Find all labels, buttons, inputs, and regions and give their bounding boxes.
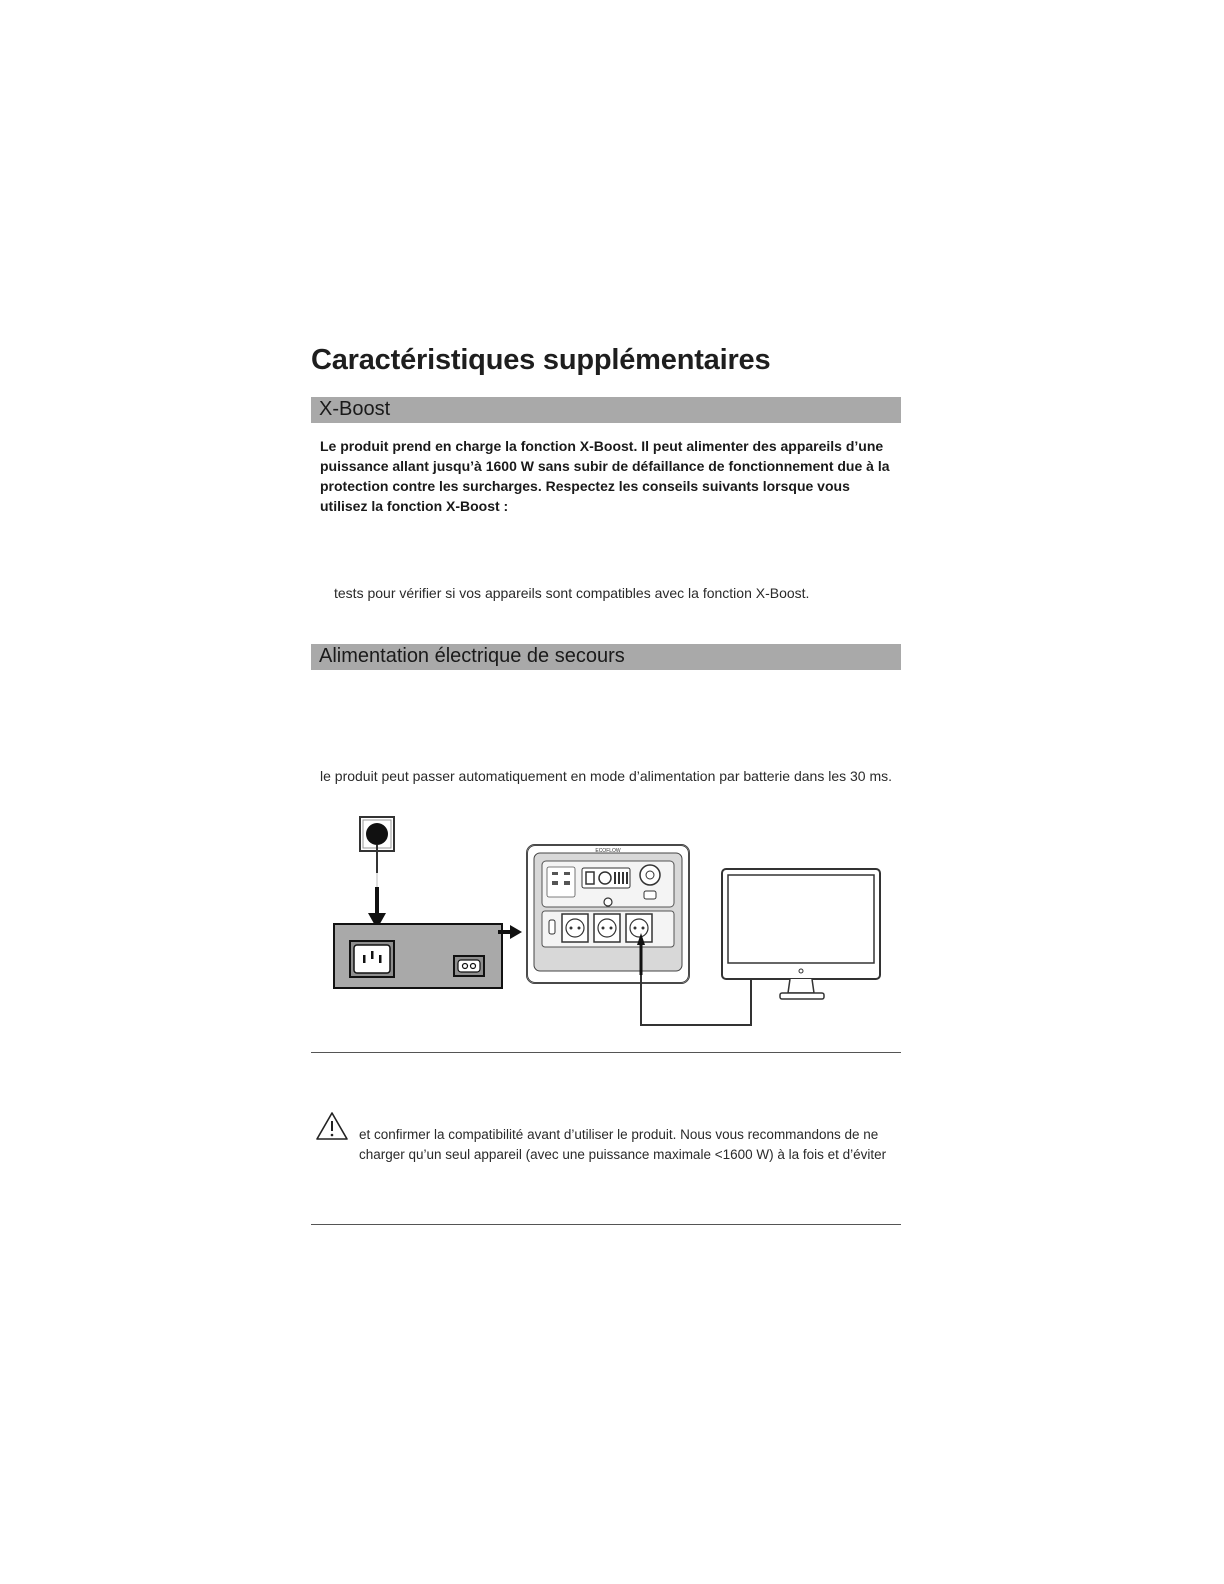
- warning-line-2: charger qu’un seul appareil (avec une puissance maximale <1600 W) à la fois et d’éviter: [359, 1147, 887, 1162]
- warning-triangle-icon: [315, 1111, 349, 1141]
- divider-bottom: [311, 1224, 901, 1225]
- arrow-down-icon: [368, 887, 386, 929]
- section-heading-backup: Alimentation électrique de secours: [319, 645, 625, 667]
- backup-line: le produit peut passer automatiquement en mode d’alimentation par batterie dans les 30 ms.: [320, 768, 893, 784]
- divider-top: [311, 1052, 901, 1053]
- section-heading-xboost: X-Boost: [319, 398, 391, 420]
- section-header-xboost: [311, 397, 901, 423]
- ac-outlet-icon: [562, 914, 588, 942]
- ac-outlet-icon: [626, 914, 652, 942]
- brand-label: ECOFLOW: [595, 848, 621, 854]
- backup-diagram: [320, 805, 910, 1040]
- ac-outlet-icon: [594, 914, 620, 942]
- monitor-icon: [722, 869, 880, 999]
- xboost-tip-line: tests pour vérifier si vos appareils sont compatibles avec la fonction X-Boost.: [334, 585, 810, 601]
- power-station-icon: [527, 845, 689, 983]
- warning-line-1: et confirmer la compatibilité avant d’utiliser le produit. Nous vous recommandons de ne: [359, 1127, 879, 1142]
- xboost-intro: Le produit prend en charge la fonction X-Boost. Il peut alimenter des appareils d’une puissance allant jusqu’à 1600 W sans subir de défaillance de fonctionnement due à la protection contre les surcharges. Respectez les conseils suivants lorsque vous utilisez la fonction X-Boost :: [320, 438, 890, 514]
- pc-power-supply-icon: [334, 924, 502, 988]
- page-title: Caractéristiques supplémentaires: [311, 344, 771, 376]
- section-header-backup: [311, 644, 901, 670]
